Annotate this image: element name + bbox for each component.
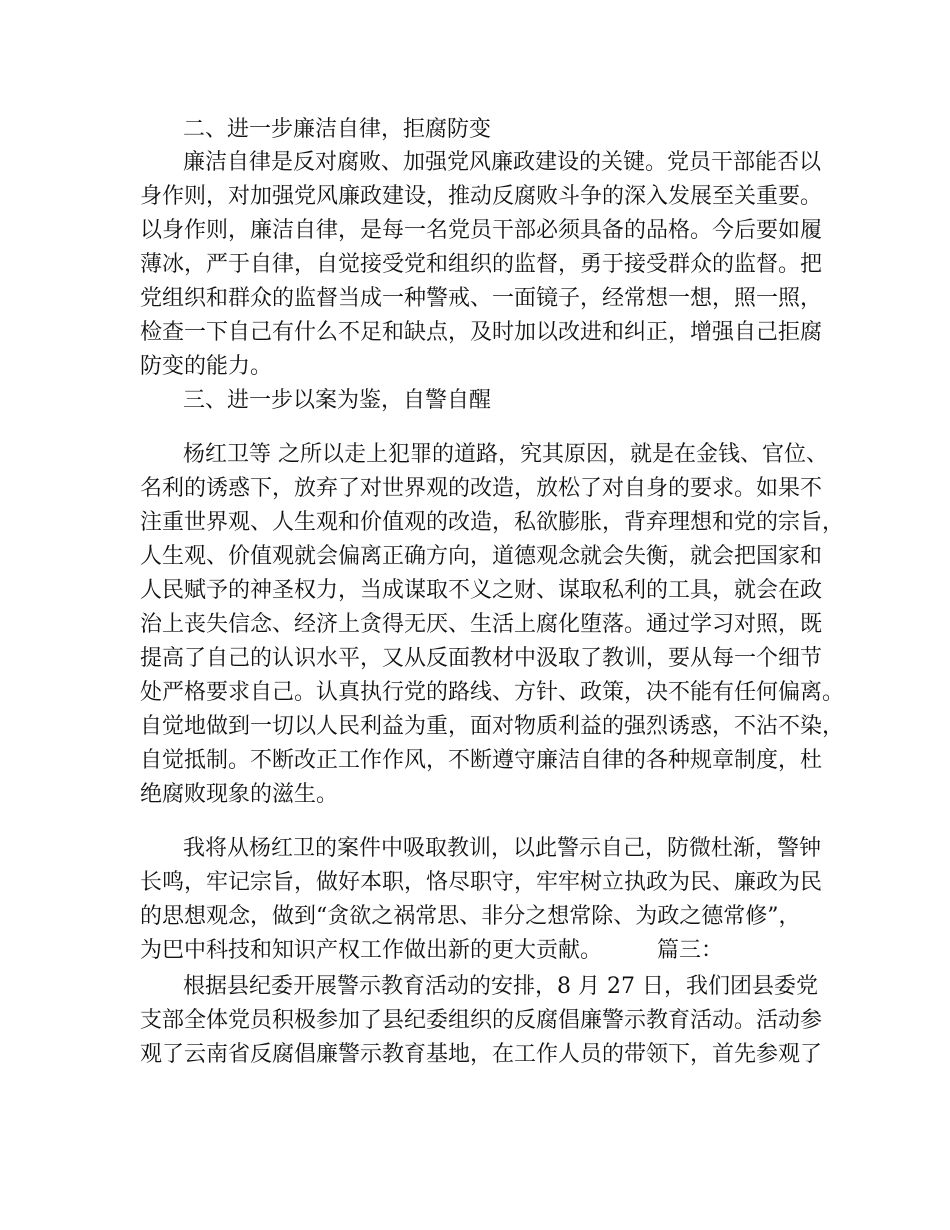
section-heading-2: 二、进一步廉洁自律，拒腐防变 [183, 117, 492, 142]
text-line: 薄冰，严于自律，自觉接受党和组织的监督，勇于接受群众的监督。把 [140, 252, 823, 277]
text-line: 治上丧失信念、经济上贪得无厌、生活上腐化堕落。通过学习对照，既 [140, 612, 823, 637]
text-line: 人生观、价值观就会偏离正确方向，道德观念就会失衡，就会把国家和 [140, 544, 823, 569]
text-line: 绝腐败现象的滋生。 [140, 782, 339, 807]
text-line: 观了云南省反腐倡廉警示教育基地，在工作人员的带领下，首先参观了 [140, 1042, 823, 1067]
text-line: 支部全体党员积极参加了县纪委组织的反腐倡廉警示教育活动。活动参 [140, 1008, 823, 1033]
text-line: 的思想观念，做到“贪欲之祸常思、非分之想常除、为政之德常修”， [140, 904, 801, 929]
text-line: 注重世界观、人生观和价值观的改造，私欲膨胀，背弃理想和党的宗旨， [140, 510, 845, 535]
text-line: 检查一下自己有什么不足和缺点，及时加以改进和纠正，增强自己拒腐 [140, 320, 823, 345]
text-line: 以身作则，廉洁自律，是每一名党员干部必须具备的品格。今后要如履 [140, 218, 823, 243]
text-line: 党组织和群众的监督当成一种警戒、一面镜子，经常想一想，照一照， [140, 286, 823, 311]
text-line: 处严格要求自己。认真执行党的路线、方针、政策，决不能有任何偏离。 [140, 680, 845, 705]
text-line: 提高了自己的认识水平，又从反面教材中汲取了教训，要从每一个细节 [140, 646, 823, 671]
text-line: 杨红卫等 之所以走上犯罪的道路，究其原因，就是在金钱、官位、 [183, 442, 828, 467]
text-line: 廉洁自律是反对腐败、加强党风廉政建设的关键。党员干部能否以 [183, 150, 822, 175]
text-line: 根据县纪委开展警示教育活动的安排，8 月 27 日，我们团县委党 [183, 974, 818, 999]
text-line: 人民赋予的神圣权力，当成谋取不义之财、谋取私利的工具，就会在政 [140, 578, 823, 603]
text-line: 自觉地做到一切以人民利益为重，面对物质利益的强烈诱惑，不沾不染， [140, 714, 845, 739]
text-line: 我将从杨红卫的案件中吸取教训，以此警示自己，防微杜渐，警钟 [183, 836, 822, 861]
text-line: 为巴中科技和知识产权工作做出新的更大贡献。 篇三： [140, 938, 724, 963]
text-line: 自觉抵制。不断改正工作作风，不断遵守廉洁自律的各种规章制度，杜 [140, 748, 823, 773]
text-line: 名利的诱惑下，放弃了对世界观的改造，放松了对自身的要求。如果不 [140, 476, 823, 501]
text-line: 长鸣，牢记宗旨，做好本职，恪尽职守，牢牢树立执政为民、廉政为民 [140, 870, 823, 895]
section-heading-3: 三、进一步以案为鉴，自警自醒 [183, 388, 492, 413]
text-line: 防变的能力。 [140, 354, 273, 379]
text-line: 身作则，对加强党风廉政建设，推动反腐败斗争的深入发展至关重要。 [140, 184, 823, 209]
